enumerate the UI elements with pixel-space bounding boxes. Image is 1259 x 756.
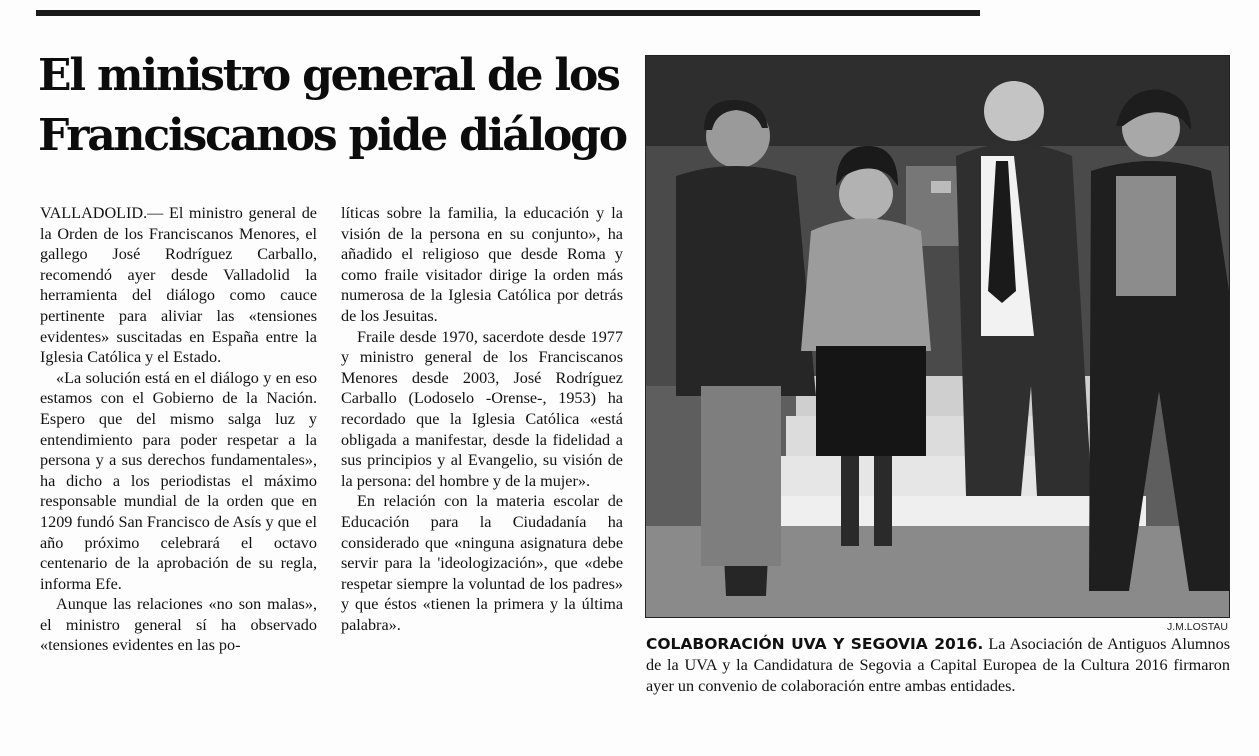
caption-text: La Asociación de Antiguos Alumnos de la UVA y la Candidatura de Segovia a Capital Europea de la Cultura 2016 firmaron ayer un convenio de colaboración entre ambas entidades. bbox=[646, 635, 1230, 695]
article-paragraph: Aunque las relaciones «no son malas», el ministro general sí ha observado «tensiones evidentes en las po- bbox=[40, 595, 317, 655]
article-column-1 bbox=[40, 203, 317, 656]
headline-line-2: Franciscanos pide diálogo bbox=[38, 110, 626, 161]
article-paragraph: líticas sobre la familia, la educación y la visión de la persona en su conjunto», ha añadido el religioso que desde Roma y como fraile visitador dirige la orden más numerosa de la Iglesia Católica por detrás de los Jesuitas. bbox=[341, 204, 623, 325]
top-rule bbox=[36, 10, 980, 16]
news-photo bbox=[645, 55, 1230, 618]
article-paragraph: «La solución está en el diálogo y en eso estamos con el Gobierno de la Nación. Espero que del mismo salga luz y entendimiento para poder respetar a la persona y a sus derechos fundamentales», ha dicho a los periodistas el máximo responsable mundial de la orden que en 1209 fundó San Francisco de Asís y que el año próximo celebrará el octavo centenario de la aprobación de su regla, informa Efe. bbox=[40, 368, 317, 593]
article-paragraph: VALLADOLID.— El ministro general de la Orden de los Franciscanos Menores, el gallego José Rodríguez Carballo, recomendó ayer desde Valladolid la herramienta del diálogo como cauce pertinente para aliviar las «tensiones evidentes» suscitadas en España entre la Iglesia Católica y el Estado. bbox=[40, 204, 317, 367]
article-paragraph: En relación con la materia escolar de Educación para la Ciudadanía ha considerado que «ninguna asignatura debe servir para la 'ideologización», que «debe respetar siempre la voluntad de los padres» y que éstos «tienen la primera y la última palabra». bbox=[341, 492, 623, 634]
caption-title: COLABORACIÓN UVA Y SEGOVIA 2016. bbox=[646, 635, 984, 653]
photo-caption bbox=[646, 634, 1230, 697]
headline bbox=[38, 46, 628, 166]
article-column-2 bbox=[341, 203, 623, 635]
photo-illustration bbox=[646, 56, 1229, 617]
photo-credit: J.M.LOSTAU bbox=[1166, 621, 1228, 633]
headline-line-1: El ministro general de los bbox=[38, 50, 619, 101]
article-paragraph: Fraile desde 1970, sacerdote desde 1977 y ministro general de los Franciscanos Menores desde 2003, José Rodríguez Carballo (Lodoselo -Orense-, 1953) ha recordado que la Iglesia Católica «está obligada a manifestar, desde la fidelidad a sus principios y al Evangelio, su visión de la persona: del hombre y de la mujer». bbox=[341, 327, 623, 490]
